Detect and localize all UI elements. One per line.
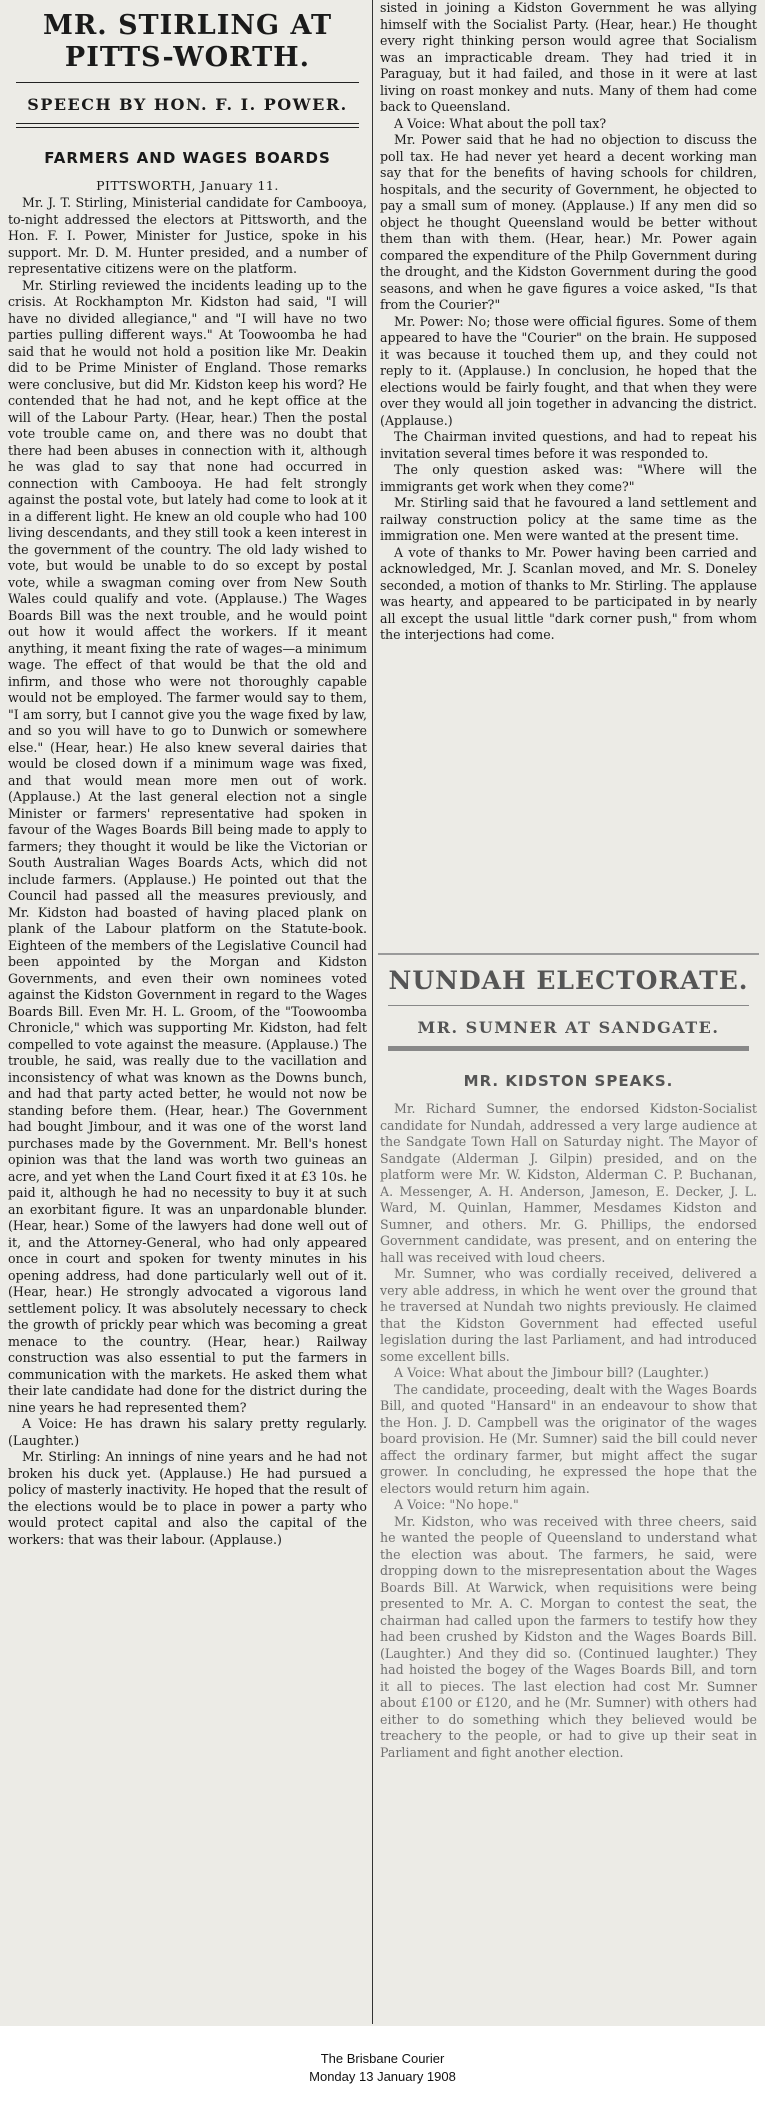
- second-article-headline: NUNDAH ELECTORATE.: [388, 966, 749, 995]
- column-divider: [372, 0, 373, 2024]
- second-article-body: [378, 1101, 759, 1761]
- paragraph: Mr. J. T. Stirling, Ministerial candidate for Cambooya, to-night addressed the electors at Pittsworth, and the Hon. F. I. Power, Minister for Justice, spoke in his support. Mr. D. M. Hunter presided, and a number of representative citizens were on the platform.: [8, 195, 367, 276]
- left-column: [6, 0, 369, 2024]
- paragraph: A Voice: What about the poll tax?: [394, 115, 607, 131]
- right-column-continuation: [378, 0, 759, 955]
- second-article-subhead: MR. SUMNER AT SANDGATE.: [417, 1018, 720, 1037]
- paragraph: Mr. Kidston, who was received with three cheers, said he wanted the people of Queensland to understand what the election was about. The farmers, he said, were dropping down to the misrepresentation about the Wages Boards Bill. At Warwick, when requisitions were being presented to Mr. A. C. Morgan to contest the seat, the chairman had called upon the farmers to testify how they had been crushed by Kidston and the Wages Boards Bill. (Laughter.) And they did so. (Continued laughter.) They had hoisted the bogey of the Wages Boards Bill, and torn it all to pieces. The last election had cost Mr. Sumner about £100 or £120, and he (Mr. Sumner) with others had either to do something which they believed would be treachery to the people, or had to give up their seat in Parliament and fight another election.: [380, 1513, 757, 1760]
- paragraph: Mr. Stirling: An innings of nine years and he had not broken his duck yet. (Applause.) He had pursued a policy of masterly inactivity. He hoped that the result of the elections would be to place in power a party who would protect capital and also the capital of the workers: that was their labour. (Applause.): [8, 1449, 367, 1547]
- paragraph: Mr. Richard Sumner, the endorsed Kidston-Socialist candidate for Nundah, addressed a very large audience at the Sandgate Town Hall on Saturday night. The Mayor of Sandgate (Alderman J. Gilpin) presided, and on the platform were Mr. W. Kidston, Alderman C. P. Buchanan, A. Messenger, A. H. Anderson, Jameson, E. Decker, J. L. Ward, M. Quinlan, Hammer, Mesdames Kidston and Sumner, and others. Mr. G. Phillips, the endorsed Government candidate, was present, and on entering the hall was received with loud cheers.: [380, 1101, 757, 1265]
- paragraph: A vote of thanks to Mr. Power having been carried and acknowledged, Mr. J. Scanlan moved, and Mr. S. Doneley seconded, a motion of thanks to Mr. Stirling. The applause was hearty, and appeared to be participated in by nearly all except the usual little "dark corner push," from whom the interjections had come.: [380, 544, 757, 642]
- second-section-heading: MR. KIDSTON SPEAKS.: [463, 1072, 674, 1090]
- subhead-rule: [388, 1046, 749, 1051]
- article-body-left: [6, 195, 369, 1548]
- article-headline: MR. STIRLING AT PITTS-WORTH.: [42, 10, 333, 73]
- paragraph: The only question asked was: "Where will the immigrants get work when they come?": [380, 462, 757, 494]
- article-body-right: [378, 0, 759, 644]
- caption-publication: The Brisbane Courier: [320, 2051, 445, 2066]
- paragraph: A Voice: What about the Jimbour bill? (Laughter.): [394, 1365, 709, 1380]
- paragraph: A Voice: "No hope.": [394, 1497, 519, 1512]
- subhead-rule: [16, 123, 359, 128]
- paragraph: Mr. Power: No; those were official figures. Some of them appeared to have the "Courier" on the brain. He supposed it was because it touched them up, and they could not reply to it. (Applause.) In conclusion, he hoped that the elections would be fairly fought, and that when they were over they would all join together in advancing the district. (Applause.): [380, 313, 757, 428]
- paragraph: The Chairman invited questions, and had to repeat his invitation several times before it was responded to.: [380, 429, 757, 461]
- article-subhead: SPEECH BY HON. F. I. POWER.: [27, 95, 348, 114]
- second-article: [378, 955, 759, 2024]
- paragraph: Mr. Sumner, who was cordially received, delivered a very able address, in which he went over the ground that he traversed at Nundah two nights previously. He claimed that the Kidston Government had effected useful legislation during the last Parliament, and had introduced some excellent bills.: [380, 1266, 757, 1364]
- paragraph: sisted in joining a Kidston Government he was allying himself with the Socialist Party. (Hear, hear.) He thought every right thinking person would agree that Socialism was an impracticable dream. They had tried it in Paraguay, but it had failed, and those in it were at last living on roast monkey and nuts. Many of them had come back to Queensland.: [380, 0, 757, 114]
- paragraph: Mr. Stirling said that he favoured a land settlement and railway construction policy at the same time as the immigration one. Men were wanted at the present time.: [380, 495, 757, 543]
- headline-rule: [16, 82, 359, 83]
- caption-date: Monday 13 January 1908: [309, 2069, 456, 2084]
- paragraph: Mr. Stirling reviewed the incidents leading up to the crisis. At Rockhampton Mr. Kidston had said, "I will have no divided allegiance," and "I will have no two parties pulling different ways." At Toowoomba he had said that he would not hold a position like Mr. Deakin did to be Prime Minister of England. Those remarks were conclusive, but did Mr. Kidston keep his word? He contended that he had not, and he kept office at the will of the Labour Party. (Hear, hear.) Then the postal vote trouble came on, and there was no doubt that there had been abuses in connection with it, although he was glad to say that none had occurred in connection with Cambooya. He had felt strongly against the postal vote, but lately had come to look at it in a different light. He knew an old couple who had 100 living descendants, and they still took a keen interest in the government of the country. The old lady wished to vote, but would be unable to do so except by postal vote, while a swagman coming over from New South Wales could qualify and vote. (Applause.) The Wages Boards Bill was the next trouble, and he would point out how it would affect the workers. If it meant anything, it meant fixing the rate of wages—a minimum wage. The effect of that would be that the old and infirm, and those who were not thoroughly capable would not be employed. The farmer would say to them, "I am sorry, but I cannot give you the wage fixed by law, and so you will have to go to Dunwich or somewhere else." (Hear, hear.) He also knew several dairies that would be closed down if a minimum wage was fixed, and that would mean more men out of work. (Applause.) At the last general election not a single Minister or farmers' representative had spoken in favour of the Wages Boards Bill being made to apply to farmers; they thought it would be like the Victorian or South Australian Wages Boards Acts, which did not include farmers. (Applause.) He pointed out that the Council had passed all the measures previously, and Mr. Kidston had boasted of having placed plank on plank of the Labour platform on the Statute-book. Eighteen of the members of the Legislative Council had been appointed by the Morgan and Kidston Governments, and even their own nominees voted against the Kidston Government in regard to the Wages Boards Bill. Even Mr. H. L. Groom, of the "Toowoomba Chronicle," which was supporting Mr. Kidston, had felt compelled to vote against the measure. (Applause.) The trouble, he said, was really due to the vacillation and inconsistency of what was known as the Downs bunch, and had that party acted better, he would not now be standing before them. (Hear, hear.) The Government had bought Jimbour, and it was one of the worst land purchases made by the Government. Mr. Bell's honest opinion was that the land was worth two guineas an acre, and yet when the Land Court fixed it at £3 10s. he paid it, although he had no necessity to buy it at such an exorbitant figure. It was an unpardonable blunder. (Hear, hear.) Some of the lawyers had done well out of it, and the Attorney-General, who had only appeared once in court and spoken for twenty minutes in his opening address, had done particularly well out of it. (Hear, hear.) He strongly advocated a vigorous land settlement policy. It was absolutely necessary to check the growth of prickly pear which was becoming a great menace to the country. (Hear, hear.) Railway construction was also essential to put the farmers in communication with the markets. He asked them what their late candidate had done for the district during the nine years he had represented them?: [8, 277, 367, 1415]
- headline-rule: [388, 1005, 749, 1006]
- paragraph: Mr. Power said that he had no objection to discuss the poll tax. He had never yet heard a decent working man say that for the benefits of having schools for children, hospitals, and the security of Government, he objected to pay a small sum of money. (Applause.) If any men did so object he thought Queensland would be better without them than with them. (Hear, hear.) Mr. Power again compared the expenditure of the Philp Government during the drought, and the Kidston Government during the good seasons, and when he gave figures a voice asked, "Is that from the Courier?": [380, 132, 757, 312]
- section-heading: FARMERS AND WAGES BOARDS: [44, 149, 331, 167]
- paragraph: The candidate, proceeding, dealt with the Wages Boards Bill, and quoted "Hansard" in an endeavour to show that the Hon. J. D. Campbell was the originator of the wages board provision. He (Mr. Sumner) said the bill could never affect the ordinary farmer, but might affect the sugar grower. In concluding, he expressed the hope that the electors would return him again.: [380, 1381, 757, 1496]
- paragraph: A Voice: He has drawn his salary pretty regularly. (Laughter.): [8, 1416, 367, 1448]
- dateline: PITTSWORTH, January 11.: [96, 178, 279, 193]
